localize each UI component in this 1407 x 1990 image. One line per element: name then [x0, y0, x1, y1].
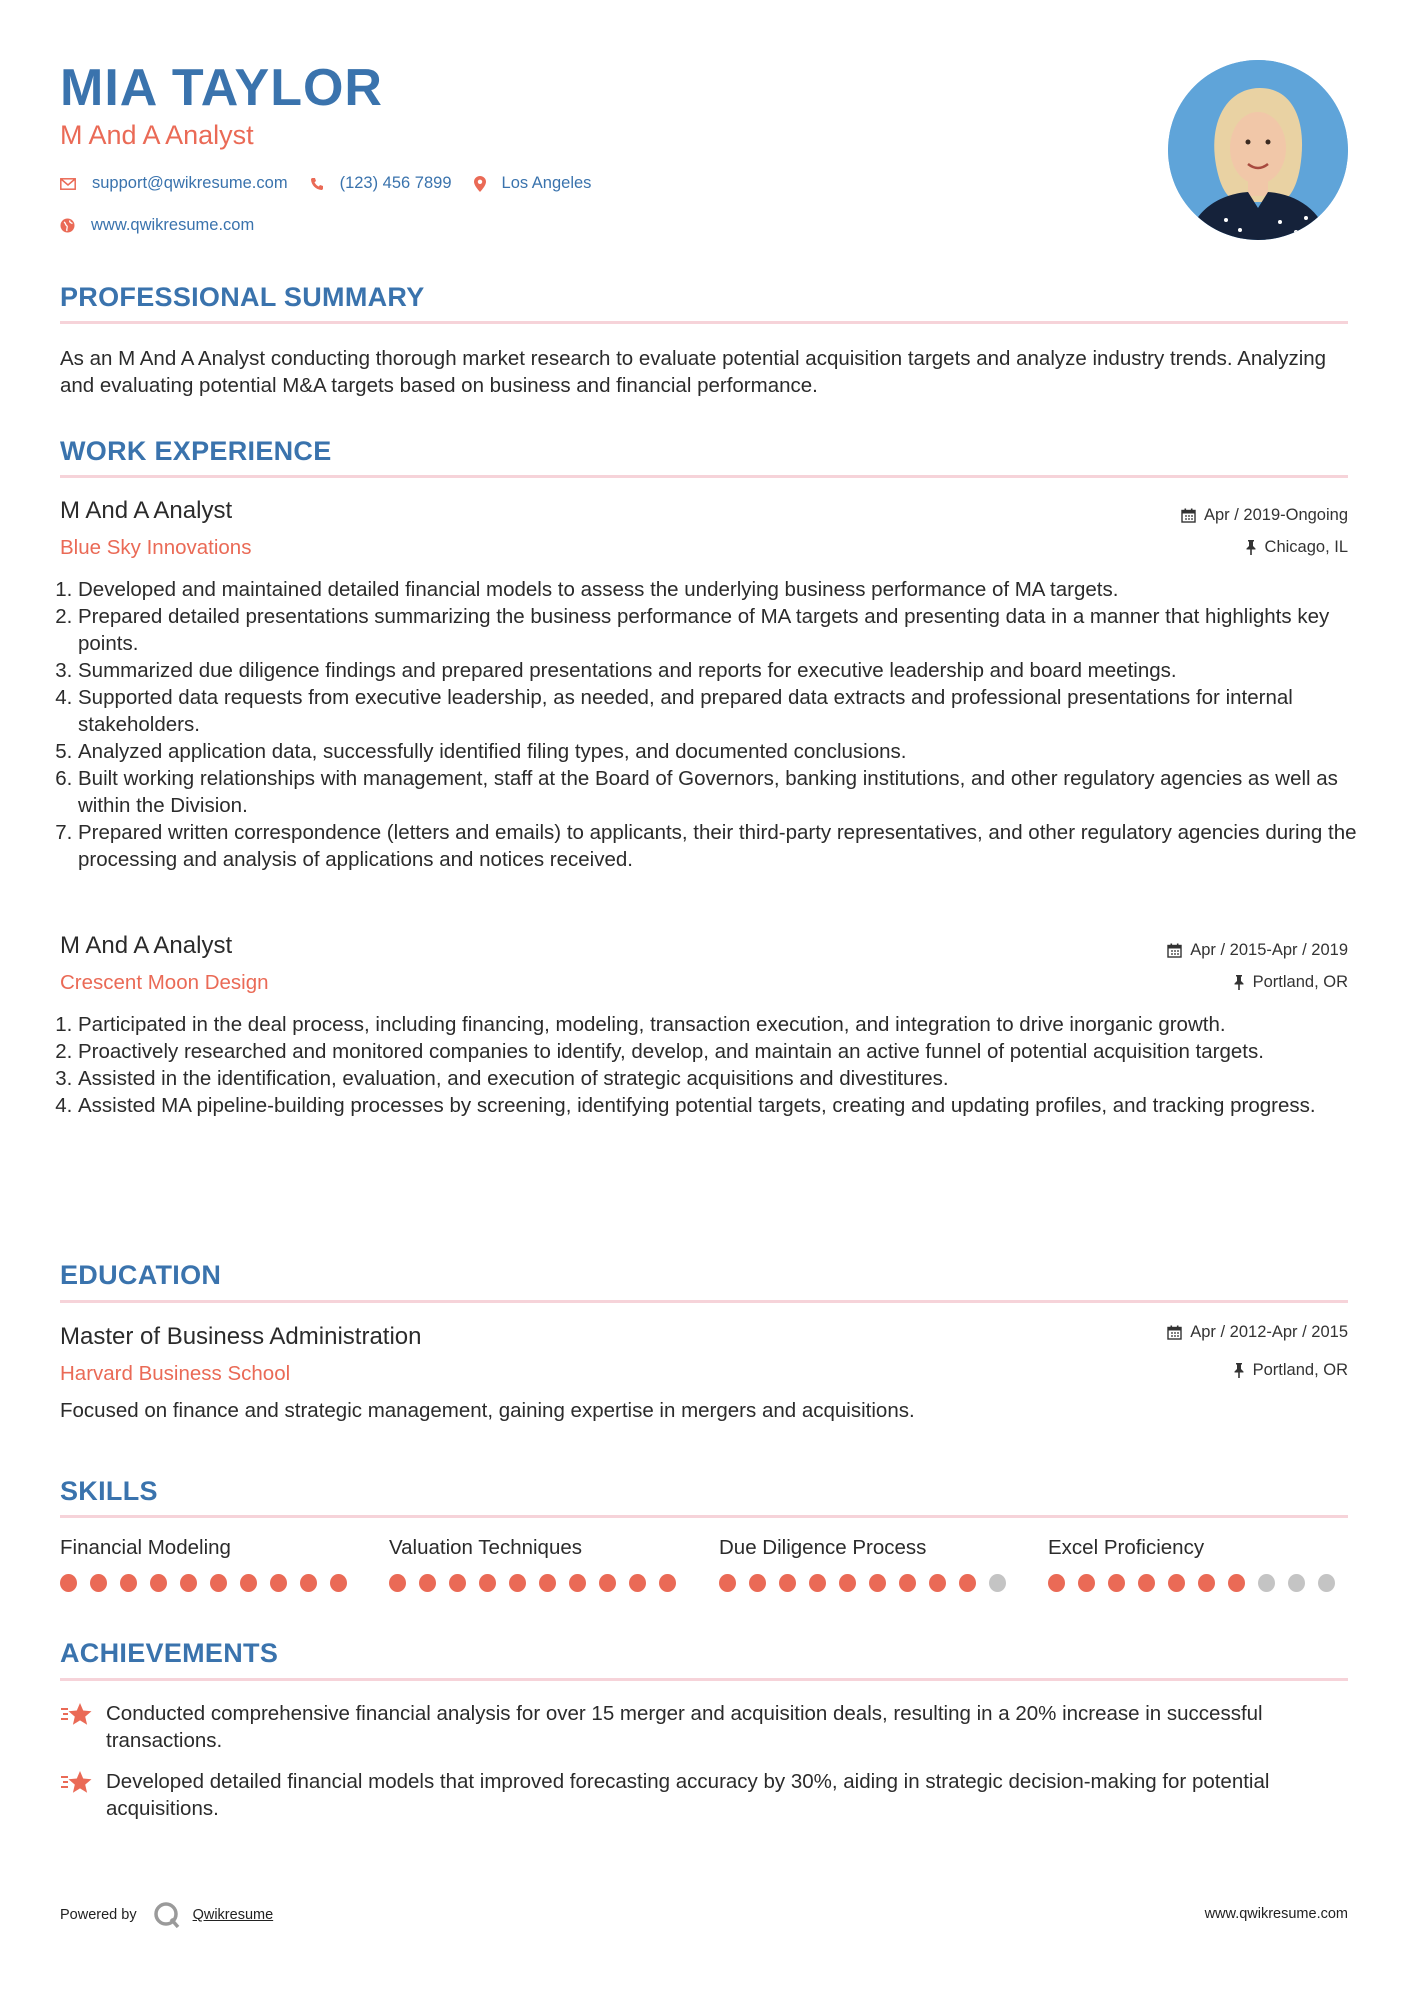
- rating-dot-filled: [569, 1574, 586, 1592]
- rating-dot-filled: [779, 1574, 796, 1592]
- rating-dot-filled: [1048, 1574, 1065, 1592]
- candidate-role: M And A Analyst: [60, 120, 254, 150]
- rating-dot-filled: [1138, 1574, 1155, 1592]
- skill-rating: [389, 1574, 689, 1592]
- achievement-item: [60, 1768, 1350, 1822]
- rating-dot-filled: [479, 1574, 496, 1592]
- contact-website[interactable]: [60, 216, 254, 235]
- rating-dot-filled: [539, 1574, 556, 1592]
- job-location-text: Portland, OR: [1252, 973, 1348, 991]
- section-divider: [60, 475, 1348, 478]
- summary-text: As an M And A Analyst conducting thorough market research to evaluate potential acquisition targets and analyze industry trends. Analyzing and evaluating potential M&A targets based on business and financial performance.: [60, 347, 1327, 397]
- rating-dot-filled: [869, 1574, 886, 1592]
- pushpin-icon: [1245, 540, 1257, 555]
- skill-item: [60, 1536, 360, 1592]
- achievement-text: Developed detailed financial models that improved forecasting accuracy by 30%, aiding in strategic decision-making for potential acquisitions.: [106, 1770, 1270, 1820]
- education-dates: [1167, 1323, 1348, 1342]
- skill-name: Valuation Techniques: [389, 1536, 582, 1559]
- education-location: [1233, 1361, 1348, 1380]
- list-item: 2. Proactively researched and monitored companies to identify, develop, and maintain an active funnel of potential acquisition targets.: [78, 1038, 1370, 1065]
- footer-powered-by: [60, 1900, 273, 1930]
- education-location-text: Portland, OR: [1252, 1361, 1348, 1379]
- skill-rating: [60, 1574, 360, 1592]
- rating-dot-filled: [330, 1574, 347, 1592]
- list-item: 1. Developed and maintained detailed financial models to assess the underlying business performance of MA targets.: [78, 576, 1370, 603]
- job-location: [1233, 973, 1348, 992]
- rating-dot-filled: [629, 1574, 646, 1592]
- rating-dot-filled: [1078, 1574, 1095, 1592]
- skill-rating: [1048, 1574, 1348, 1592]
- skill-name: Financial Modeling: [60, 1536, 231, 1559]
- list-item: 4. Assisted MA pipeline-building processes by screening, identifying potential targets, creating and updating profiles, and tracking progress.: [78, 1092, 1370, 1119]
- education-description: Focused on finance and strategic management, gaining expertise in mergers and acquisitions.: [60, 1399, 915, 1422]
- rating-dot-filled: [240, 1574, 257, 1592]
- achievement-text: Conducted comprehensive financial analysis for over 15 merger and acquisition deals, resulting in a 20% increase in successful transactions.: [106, 1702, 1263, 1752]
- list-item: 2. Prepared detailed presentations summarizing the business performance of MA targets and presenting data in a manner that highlights key points.: [78, 603, 1370, 657]
- phone-icon: [310, 177, 324, 191]
- rating-dot-filled: [300, 1574, 317, 1592]
- job-location-text: Chicago, IL: [1264, 538, 1348, 556]
- rating-dot-filled: [270, 1574, 287, 1592]
- section-divider: [60, 1678, 1348, 1681]
- pushpin-icon: [1233, 975, 1245, 990]
- company-name: Blue Sky Innovations: [60, 536, 252, 559]
- contact-phone[interactable]: [310, 174, 452, 193]
- job-title: M And A Analyst: [60, 932, 233, 959]
- calendar-icon: [1167, 943, 1182, 958]
- rating-dot-filled: [839, 1574, 856, 1592]
- skill-rating: [719, 1574, 1019, 1592]
- rating-dot-filled: [120, 1574, 137, 1592]
- list-item: 3. Summarized due diligence findings and prepared presentations and reports for executive leadership and board meetings.: [78, 657, 1370, 684]
- section-title-education: EDUCATION: [60, 1260, 222, 1290]
- qwikresume-logo-icon: [151, 1900, 185, 1930]
- job-bullets: [60, 576, 1370, 873]
- section-title-summary: PROFESSIONAL SUMMARY: [60, 282, 425, 312]
- rating-dot-filled: [659, 1574, 676, 1592]
- rating-dot-filled: [180, 1574, 197, 1592]
- job-dates-text: Apr / 2019-Ongoing: [1203, 506, 1348, 524]
- rating-dot-empty: [1318, 1574, 1335, 1592]
- rating-dot-filled: [1108, 1574, 1125, 1592]
- rating-dot-filled: [60, 1574, 77, 1592]
- rating-dot-filled: [210, 1574, 227, 1592]
- powered-by-label: Powered by: [60, 1907, 137, 1923]
- list-item: 4. Supported data requests from executive leadership, as needed, and prepared data extracts and professional presentations for internal stakeholders.: [78, 684, 1370, 738]
- star-icon: [60, 1702, 94, 1728]
- list-item: 7. Prepared written correspondence (letters and emails) to applicants, their third-party representatives, and other regulatory agencies during the processing and analysis of applications and notices received.: [78, 819, 1370, 873]
- school-name: Harvard Business School: [60, 1362, 291, 1385]
- envelope-icon: [60, 178, 76, 190]
- rating-dot-filled: [1198, 1574, 1215, 1592]
- rating-dot-filled: [150, 1574, 167, 1592]
- contact-email[interactable]: [60, 174, 288, 193]
- rating-dot-filled: [1168, 1574, 1185, 1592]
- job-dates-text: Apr / 2015-Apr / 2019: [1190, 941, 1348, 959]
- rating-dot-filled: [929, 1574, 946, 1592]
- website-text: www.qwikresume.com: [91, 216, 255, 234]
- skill-name: Due Diligence Process: [719, 1536, 927, 1559]
- achievement-item: [60, 1700, 1350, 1754]
- location-text: Los Angeles: [501, 174, 592, 192]
- contact-location: [474, 174, 592, 193]
- candidate-name: MIA TAYLOR: [60, 59, 383, 117]
- skill-item: [1048, 1536, 1348, 1592]
- list-item: 1. Participated in the deal process, including financing, modeling, transaction execution, and integration to drive inorganic growth.: [78, 1011, 1370, 1038]
- section-divider: [60, 321, 1348, 324]
- list-item: 3. Assisted in the identification, evaluation, and execution of strategic acquisitions and divestitures.: [78, 1065, 1370, 1092]
- globe-icon: [60, 218, 75, 233]
- skill-item: [389, 1536, 689, 1592]
- rating-dot-filled: [90, 1574, 107, 1592]
- rating-dot-filled: [599, 1574, 616, 1592]
- contact-row: [60, 174, 613, 193]
- education-dates-text: Apr / 2012-Apr / 2015: [1190, 1323, 1348, 1341]
- email-text: support@qwikresume.com: [92, 174, 288, 192]
- job-location: [1245, 538, 1348, 557]
- rating-dot-filled: [509, 1574, 526, 1592]
- rating-dot-empty: [1258, 1574, 1275, 1592]
- rating-dot-filled: [419, 1574, 436, 1592]
- job-bullets: [60, 1011, 1370, 1119]
- company-name: Crescent Moon Design: [60, 971, 269, 994]
- qwikresume-link[interactable]: Qwikresume: [192, 1907, 274, 1923]
- rating-dot-filled: [749, 1574, 766, 1592]
- contact-row-website: [60, 216, 276, 235]
- rating-dot-filled: [449, 1574, 466, 1592]
- skill-item: [719, 1536, 1019, 1592]
- section-title-experience: WORK EXPERIENCE: [60, 436, 332, 466]
- calendar-icon: [1181, 508, 1196, 523]
- rating-dot-filled: [389, 1574, 406, 1592]
- list-item: 5. Analyzed application data, successfully identified filing types, and documented conclusions.: [78, 738, 1370, 765]
- calendar-icon: [1167, 1325, 1182, 1340]
- rating-dot-filled: [719, 1574, 736, 1592]
- job-dates: [1181, 506, 1348, 525]
- degree-title: Master of Business Administration: [60, 1323, 422, 1350]
- star-icon: [60, 1770, 94, 1796]
- profile-photo: [1168, 60, 1348, 240]
- rating-dot-empty: [1288, 1574, 1305, 1592]
- section-title-skills: SKILLS: [60, 1476, 158, 1506]
- skill-name: Excel Proficiency: [1048, 1536, 1205, 1559]
- job-dates: [1167, 941, 1348, 960]
- rating-dot-filled: [1228, 1574, 1245, 1592]
- rating-dot-filled: [899, 1574, 916, 1592]
- section-title-achievements: ACHIEVEMENTS: [60, 1638, 279, 1668]
- phone-text: (123) 456 7899: [339, 174, 452, 192]
- rating-dot-filled: [959, 1574, 976, 1592]
- rating-dot-filled: [809, 1574, 826, 1592]
- job-title: M And A Analyst: [60, 497, 233, 524]
- footer-website[interactable]: www.qwikresume.com: [1204, 1906, 1348, 1922]
- rating-dot-empty: [989, 1574, 1006, 1592]
- list-item: 6. Built working relationships with management, staff at the Board of Governors, banking institutions, and other regulatory agencies as well as within the Division.: [78, 765, 1370, 819]
- map-pin-icon: [474, 176, 486, 192]
- section-divider: [60, 1300, 1348, 1303]
- pushpin-icon: [1233, 1363, 1245, 1378]
- section-divider: [60, 1515, 1348, 1518]
